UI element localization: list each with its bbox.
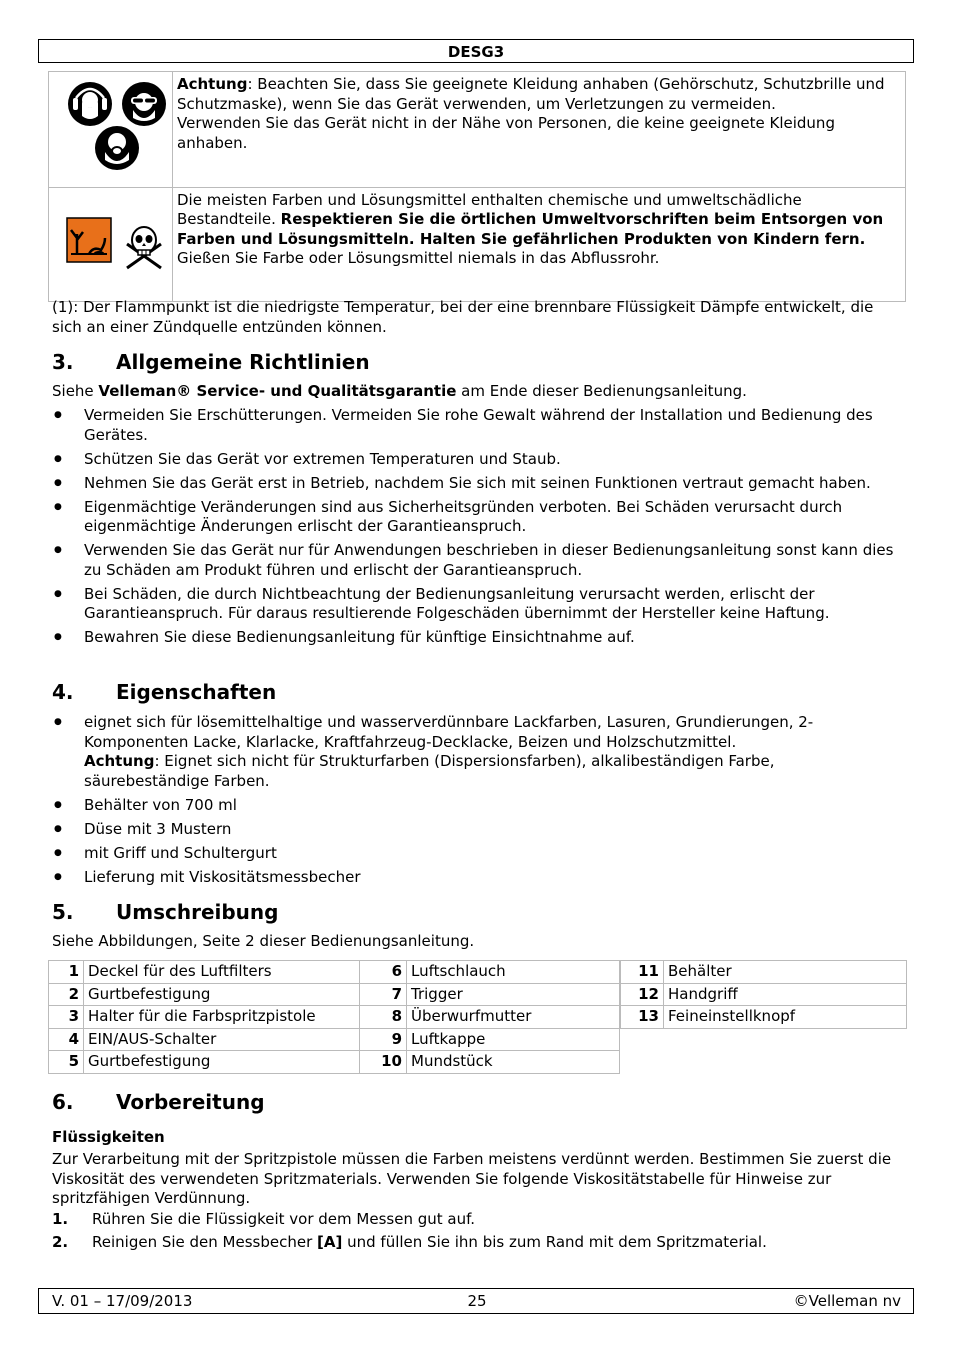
warning-bold-text: Respektieren Sie die örtlichen Umweltvorschriften beim Entsorgen von Farben und Lösungsmitteln. Halten Sie gefährlichen Produkten von Kindern fern. bbox=[177, 210, 884, 248]
safety-warnings-table bbox=[48, 71, 906, 302]
list-item: ● Eigenmächtige Veränderungen sind aus Sicherheitsgründen verboten. Bei Schäden verursacht durch eigenmächtige Änderungen erlischt der Garantieanspruch. bbox=[52, 498, 902, 537]
warning-row-environment bbox=[49, 187, 906, 302]
version-date: V. 01 – 17/09/2013 bbox=[52, 1292, 193, 1310]
section-6-intro: Zur Verarbeitung mit der Spritzpistole müssen die Farben meistens verdünnt werden. Bestimmen Sie zuerst die Viskosität des verwendeten Spritzmaterials. Verwenden Sie folgende Viskositätstabelle für Hinweise zur spritzfähigen Verdünnung. bbox=[52, 1150, 892, 1207]
warning-text: Gießen Sie Farbe oder Lösungsmittel niemals in das Abflussrohr. bbox=[177, 249, 660, 267]
list-item: ● Schützen Sie das Gerät vor extremen Temperaturen und Staub. bbox=[52, 450, 902, 470]
page-number: 25 bbox=[467, 1292, 487, 1310]
parts-table-col-2 bbox=[359, 960, 620, 1074]
warning-text: : Beachten Sie, dass Sie geeignete Kleidung anhaben (Gehörschutz, Schutzbrille und Schutzmaske), wenn Sie das Gerät verwenden, um Verletzungen zu vermeiden. bbox=[177, 75, 885, 113]
list-item: ● Nehmen Sie das Gerät erst in Betrieb, nachdem Sie sich mit seinen Funktionen vertraut gemacht haben. bbox=[52, 474, 902, 494]
list-item: ● Bewahren Sie diese Bedienungsanleitung für künftige Einsichtnahme auf. bbox=[52, 628, 902, 648]
list-item: ● Verwenden Sie das Gerät nur für Anwendungen beschrieben in dieser Bedienungsanleitung sonst kann dies zu Schäden am Produkt führen und erlischt der Garantieanspruch. bbox=[52, 541, 902, 580]
ppe-icons bbox=[49, 72, 172, 181]
table-row: 9 Luftkappe bbox=[360, 1028, 620, 1051]
warning-text: Die meisten Farben und Lösungsmittel enthalten chemische und umweltschädliche Bestandteile. bbox=[177, 190, 802, 228]
table-row: 1 Deckel für des Luftfilters bbox=[49, 961, 360, 984]
table-row: 11 Behälter bbox=[621, 961, 907, 984]
list-item: ● Lieferung mit Viskositätsmessbecher bbox=[52, 868, 902, 888]
warning-text: Verwenden Sie das Gerät nicht in der Nähe von Personen, die keine geeignete Kleidung anhaben. bbox=[177, 114, 835, 152]
footnote: (1): Der Flammpunkt ist die niedrigste Temperatur, bei der eine brennbare Flüssigkeit Dämpfe entwickelt, die sich an einer Zündquelle entzünden können. bbox=[52, 298, 874, 336]
hazard-icons bbox=[49, 188, 172, 296]
table-row: 5 Gurtbefestigung bbox=[49, 1051, 360, 1074]
table-row: 4 EIN/AUS-Schalter bbox=[49, 1028, 360, 1051]
parts-table-col-3 bbox=[620, 960, 907, 1029]
section-3-intro: Siehe Velleman® Service- und Qualitätsgarantie am Ende dieser Bedienungsanleitung. bbox=[52, 382, 747, 400]
list-item: ● eignet sich für lösemittelhaltige und wasserverdünnbare Lackfarben, Lasuren, Grundierungen, 2-Komponenten Lacke, Klarlacke, Kraftfahrzeug-Decklacke, Beizen und Holzschutzmittel. Achtung: Eignet sich nicht für Strukturfarben (Dispersionsfarben), alkalibeständigen Farbe, säurebeständige Farben. bbox=[52, 713, 902, 791]
section-3-list bbox=[52, 406, 902, 652]
copyright: ©Velleman nv bbox=[793, 1292, 901, 1310]
table-row: 6 Luftschlauch bbox=[360, 961, 620, 984]
skull-crossbones-icon bbox=[127, 227, 161, 268]
list-item: ● Behälter von 700 ml bbox=[52, 796, 902, 816]
table-row: 8 Überwurfmutter bbox=[360, 1006, 620, 1029]
list-item: 2. Reinigen Sie den Messbecher [A] und füllen Sie ihn bis zum Rand mit dem Spritzmaterial. bbox=[52, 1232, 767, 1251]
section-4-list bbox=[52, 713, 902, 892]
table-row: 10 Mundstück bbox=[360, 1051, 620, 1074]
table-row: 3 Halter für die Farbspritzpistole bbox=[49, 1006, 360, 1029]
safety-goggles-icon bbox=[122, 82, 166, 126]
section-5-heading: 5. Umschreibung bbox=[52, 900, 279, 924]
warning-row-ppe bbox=[49, 72, 906, 188]
page-footer bbox=[38, 1288, 914, 1314]
hearing-protection-icon bbox=[68, 82, 112, 126]
list-item: ● Bei Schäden, die durch Nichtbeachtung der Bedienungsanleitung verursacht werden, erlischt der Garantieanspruch. Für daraus resultierende Folgeschäden übernimmt der Hersteller keine Haftung. bbox=[52, 585, 902, 624]
list-item: ● Düse mit 3 Mustern bbox=[52, 820, 902, 840]
list-item: ● mit Griff und Schultergurt bbox=[52, 844, 902, 864]
section-3-heading: 3. Allgemeine Richtlinien bbox=[52, 350, 370, 374]
list-item: 1. Rühren Sie die Flüssigkeit vor dem Messen gut auf. bbox=[52, 1210, 476, 1228]
page-header bbox=[38, 39, 914, 63]
table-row: 12 Handgriff bbox=[621, 983, 907, 1006]
section-5-intro: Siehe Abbildungen, Seite 2 dieser Bedienungsanleitung. bbox=[52, 932, 475, 950]
table-row: 13 Feineinstellknopf bbox=[621, 1006, 907, 1029]
table-row: 7 Trigger bbox=[360, 983, 620, 1006]
section-4-heading: 4. Eigenschaften bbox=[52, 680, 277, 704]
preparation-steps bbox=[52, 1210, 902, 1255]
environmental-hazard-icon bbox=[67, 218, 111, 262]
parts-table-col-1 bbox=[48, 960, 360, 1074]
section-6-heading: 6. Vorbereitung bbox=[52, 1090, 265, 1114]
dust-mask-icon bbox=[95, 126, 139, 170]
model-title: DESG3 bbox=[447, 43, 505, 61]
table-row: 2 Gurtbefestigung bbox=[49, 983, 360, 1006]
warning-lead: Achtung bbox=[177, 75, 248, 93]
list-item: ● Vermeiden Sie Erschütterungen. Vermeiden Sie rohe Gewalt während der Installation und Bedienung des Gerätes. bbox=[52, 406, 902, 445]
subsection-title: Flüssigkeiten bbox=[52, 1128, 165, 1146]
